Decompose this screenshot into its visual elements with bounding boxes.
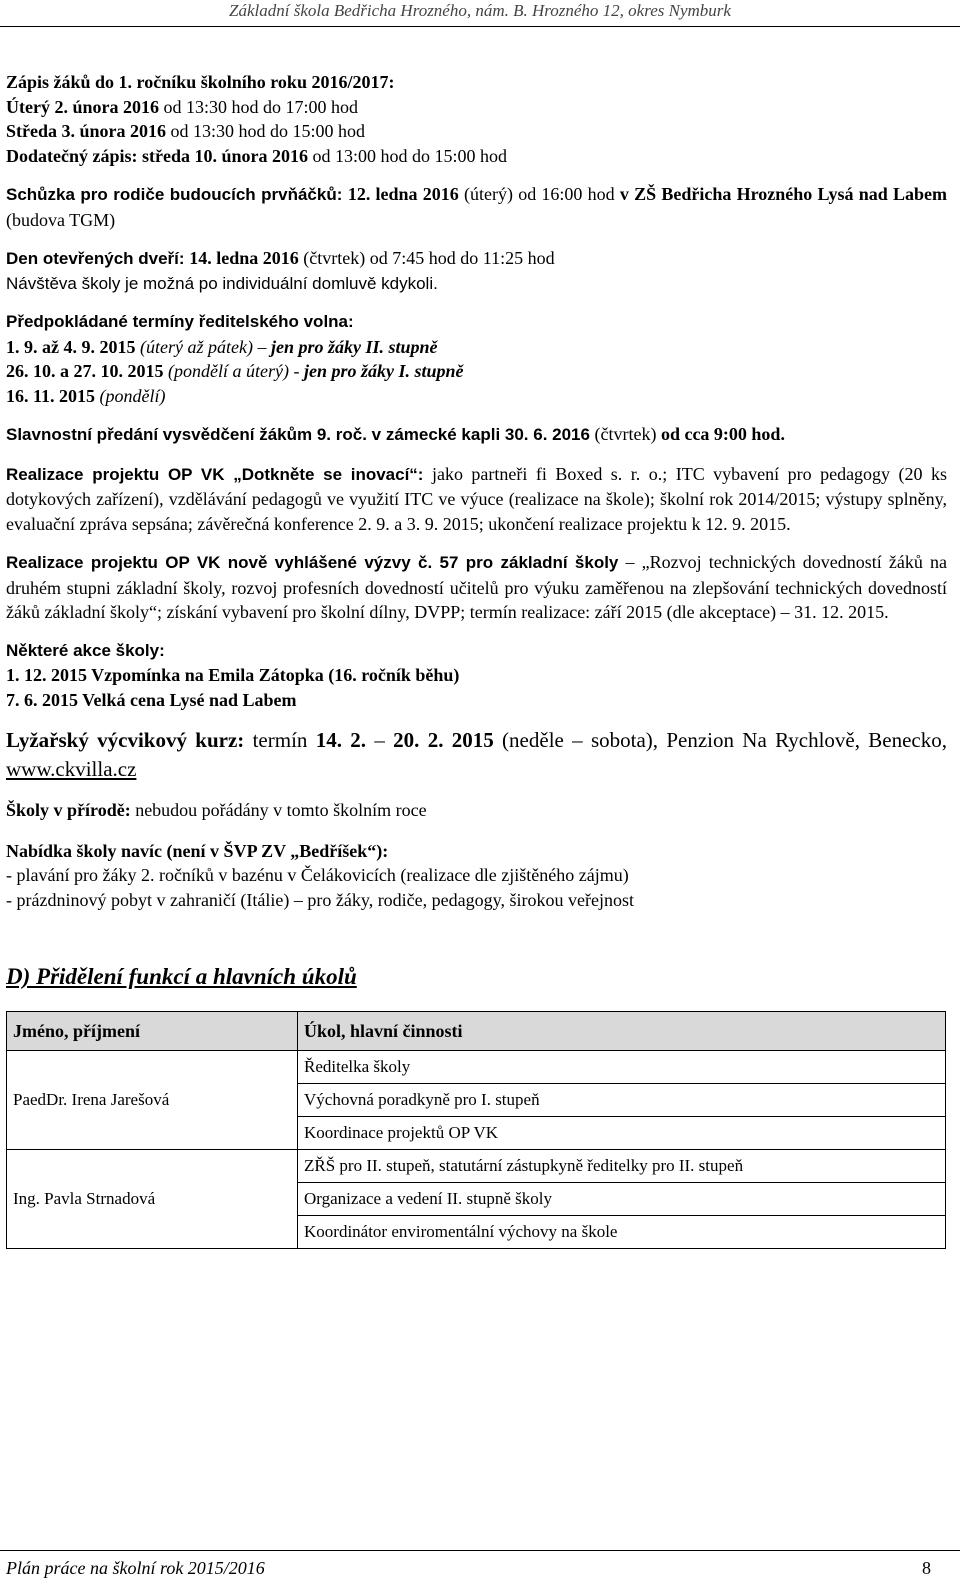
time: od 13:30 hod do 15:00 hod: [166, 121, 366, 141]
open-day: [6, 246, 947, 272]
open-day-note: Návštěva školy je možná po individuální domluvě kdykoli.: [6, 273, 438, 293]
task-cell: Koordinátor enviromentální výchovy na škole: [298, 1216, 946, 1249]
task-cell: Organizace a vedení II. stupně školy: [298, 1183, 946, 1216]
table-row: [7, 1051, 946, 1084]
enrollment-line-3: [6, 144, 947, 169]
page-number: 8: [922, 1558, 931, 1578]
days: (pondělí): [95, 385, 166, 406]
day: Úterý: [6, 96, 50, 117]
nature-school: [6, 798, 947, 823]
person-cell: PaedDr. Irena Jarešová: [7, 1051, 298, 1150]
days: (úterý až pátek) –: [135, 336, 271, 357]
project-1-text: jako partneři fi Boxed s. r. o.; ITC vybavení pro pedagogy (20 ks dotykových zařízení), vzdělávání pedagogů ve využití ITC ve výuce (realizace na škole); školní rok 2014/2015; výstupy splněny, evaluační zpráva sepsána; závěrečná konference 2. 9. a 3. 9. 2015; ukončení realizace projektu k 12. 9. 2015.: [6, 463, 948, 534]
audience: jen pro žáky I. stupně: [303, 361, 464, 381]
offer-item-2: - prázdninový pobyt v zahraničí (Itálie) – pro žáky, rodiče, pedagogy, širokou veřejnost: [6, 889, 634, 910]
open-day-time: (čtvrtek) od 7:45 hod do 11:25 hod: [298, 248, 555, 268]
event-2: 7. 6. 2015 Velká cena Lysé nad Labem: [6, 689, 297, 710]
project-2-text: – „Rozvoj technických dovedností žáků na druhém stupni základní školy, rozvoj profesních dovedností učitelů pro výuku zaměřenou na zlepšování technických dovedností žáků základní školy“; získání vybavení pro školní dílny, DVPP; termín realizace: září 2015 (dle akceptace) – 31. 12. 2015.: [6, 552, 947, 622]
event-1: 1. 12. 2015 Vzpomínka na Emila Zátopka (16. ročník běhu): [6, 665, 460, 685]
table-header-name: Jméno, příjmení: [7, 1012, 298, 1051]
range-word: až: [37, 336, 64, 357]
date: 1. 9.: [6, 336, 38, 357]
ski-end: 20. 2. 2015: [393, 728, 494, 752]
enrollment-title: Zápis žáků do 1. ročníku školního roku 2016/2017:: [6, 72, 395, 92]
ski-place: (neděle – sobota), Penzion Na Rychlově, Benecko,: [493, 728, 947, 752]
table-header-task: Úkol, hlavní činnosti: [298, 1012, 946, 1051]
events-title: Některé akce školy:: [6, 640, 165, 660]
ski-label: Lyžařský výcvikový kurz:: [6, 728, 245, 752]
nature-text: nebudou pořádány v tomto školním roce: [130, 800, 427, 820]
holidays-title: Předpokládané termíny ředitelského volna:: [6, 312, 354, 331]
audience: jen pro žáky II. stupně: [270, 336, 438, 357]
project-1-title: Realizace projektu OP VK „Dotkněte se inovací“:: [6, 464, 424, 484]
days: (pondělí a úterý) -: [163, 361, 304, 381]
label: Dodatečný zápis: středa: [6, 145, 190, 166]
holiday-1: [6, 335, 947, 360]
time: od 13:30 hod do 17:00 hod: [159, 96, 359, 117]
person-cell: Ing. Pavla Strnadová: [7, 1150, 298, 1249]
ski-link[interactable]: www.ckvilla.cz: [6, 757, 137, 781]
footer-title: Plán práce na školní rok 2015/2016: [6, 1558, 265, 1578]
page-footer: [6, 1556, 931, 1580]
header-divider: [0, 26, 960, 27]
project-2: [6, 550, 947, 625]
project-1: [6, 462, 947, 537]
holiday-2: [6, 359, 947, 384]
ski-term: termín: [244, 728, 316, 752]
offer-title: Nabídka školy navíc (není v ŠVP ZV „Bedříšek“):: [6, 840, 389, 861]
section-d-title: D) Přidělení funkcí a hlavních úkolů: [6, 964, 357, 989]
ski-course: [6, 726, 947, 784]
meeting-place: v ZŠ Bedřicha Hrozného Lysá nad Labem: [619, 184, 947, 204]
meeting-time: (úterý) od 16:00 hod: [458, 184, 620, 204]
date: 10. února 2016: [194, 145, 308, 166]
task-cell: Ředitelka školy: [298, 1051, 946, 1084]
enrollment-line-1: [6, 95, 947, 120]
task-cell: ZŘŠ pro II. stupeň, statutární zástupkyně ředitelky pro II. stupeň: [298, 1150, 946, 1183]
time: od 13:00 hod do 15:00 hod: [308, 145, 508, 166]
open-day-label: Den otevřených dveří:: [6, 249, 190, 268]
day: Středa: [6, 121, 57, 141]
report-ceremony: [6, 422, 947, 448]
date: 3. února 2016: [61, 121, 167, 141]
holiday-3: [6, 384, 947, 409]
project-2-title: Realizace projektu OP VK nově vyhlášené výzvy č. 57 pro základní školy: [6, 553, 619, 572]
date: 2. února 2016: [54, 96, 159, 117]
date: 26. 10. a 27. 10. 2015: [6, 361, 164, 381]
ski-dash: –: [366, 728, 394, 752]
enrollment-line-2: [6, 119, 947, 144]
date: 4. 9. 2015: [63, 336, 136, 357]
parents-meeting: [6, 182, 947, 232]
ceremony-text: Slavnostní předání vysvědčení žákům 9. roč. v zámecké kapli 30. 6. 2016: [6, 425, 590, 444]
table-row: [7, 1150, 946, 1183]
document-body: [6, 70, 947, 1249]
meeting-building: (budova TGM): [6, 209, 116, 230]
ski-start: 14. 2.: [315, 728, 367, 752]
meeting-label: Schůzka pro rodiče budoucích prvňáčků:: [6, 185, 348, 204]
task-cell: Výchovná poradkyně pro I. stupeň: [298, 1084, 946, 1117]
meeting-date: 12. ledna 2016: [347, 184, 459, 204]
page-header: Základní škola Bedřicha Hrozného, nám. B. Hrozného 12, okres Nymburk: [229, 1, 731, 20]
offer-item-1: - plavání pro žáky 2. ročníků v bazénu v Čelákovicích (realizace dle zjištěného zájmu): [6, 865, 629, 885]
table-header-row: [7, 1012, 946, 1051]
ceremony-time: od cca 9:00 hod.: [660, 424, 785, 444]
assignment-table: [6, 1011, 946, 1249]
task-cell: Koordinace projektů OP VK: [298, 1117, 946, 1150]
date: 16. 11. 2015: [6, 385, 96, 406]
footer-divider: [0, 1550, 960, 1551]
nature-label: Školy v přírodě:: [6, 800, 131, 820]
open-day-date: 14. ledna 2016: [189, 248, 299, 268]
ceremony-day: (čtvrtek): [589, 424, 661, 444]
